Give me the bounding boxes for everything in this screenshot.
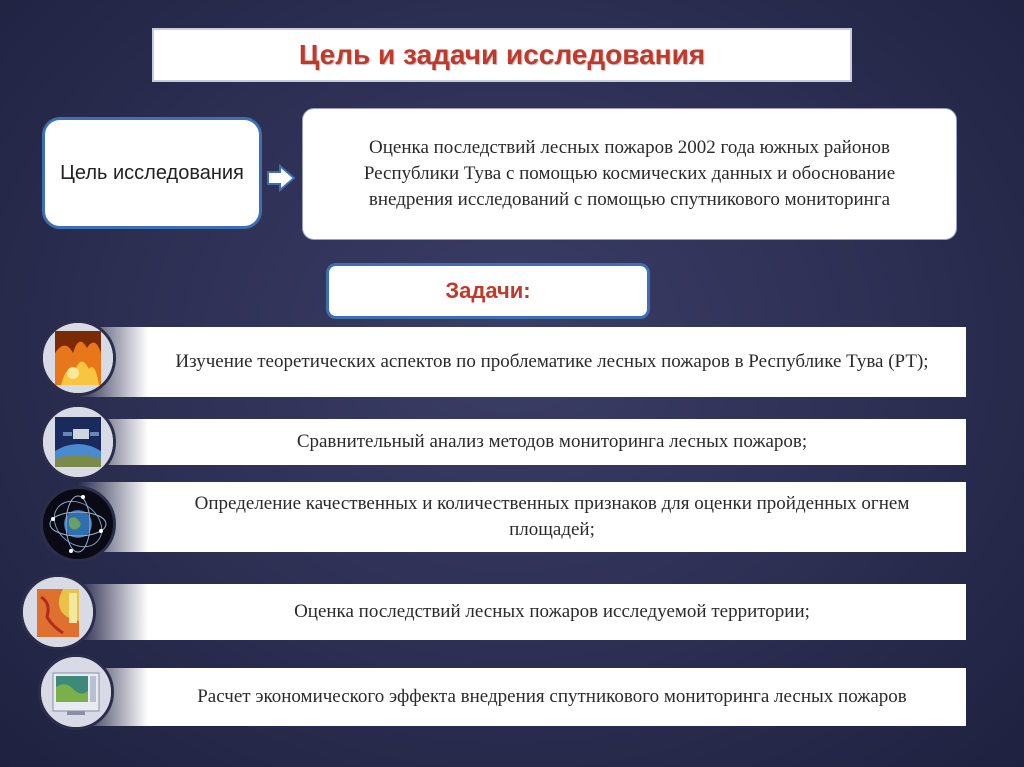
task-text: Изучение теоретических аспектов по проблематике лесных пожаров в Республике Тува (РТ);	[175, 350, 929, 372]
title-box	[152, 28, 852, 82]
task-text: Определение качественных и количественных признаков для оценки пройденных огнем площадей;	[194, 492, 910, 540]
goal-label: Цель исследования	[42, 117, 262, 229]
task-item-5	[78, 668, 966, 726]
satellite-orbit-globe-icon	[40, 486, 116, 562]
task-item-1	[78, 327, 966, 397]
tasks-label: Задачи:	[326, 263, 650, 319]
goal-text: Оценка последствий лесных пожаров 2002 года южных районов Республики Тува с помощью космических данных и обоснование внедрения исследований с помощью спутникового мониторинга	[302, 108, 957, 240]
satellite-earth-photo-icon	[40, 404, 116, 480]
arrow-right-icon	[266, 164, 296, 192]
task-item-2	[78, 419, 966, 465]
task-item-4	[78, 584, 966, 640]
page-title: Цель и задачи исследования	[298, 39, 706, 70]
fire-map-icon	[20, 574, 96, 650]
task-text: Сравнительный анализ методов мониторинга лесных пожаров;	[296, 430, 808, 452]
forest-fire-photo-icon	[40, 320, 116, 396]
task-text: Оценка последствий лесных пожаров исследуемой территории;	[294, 600, 810, 622]
task-item-3	[78, 482, 966, 552]
satellite-image-screen-icon	[38, 654, 114, 730]
task-text: Расчет экономического эффекта внедрения спутникового мониторинга лесных пожаров	[197, 685, 907, 707]
